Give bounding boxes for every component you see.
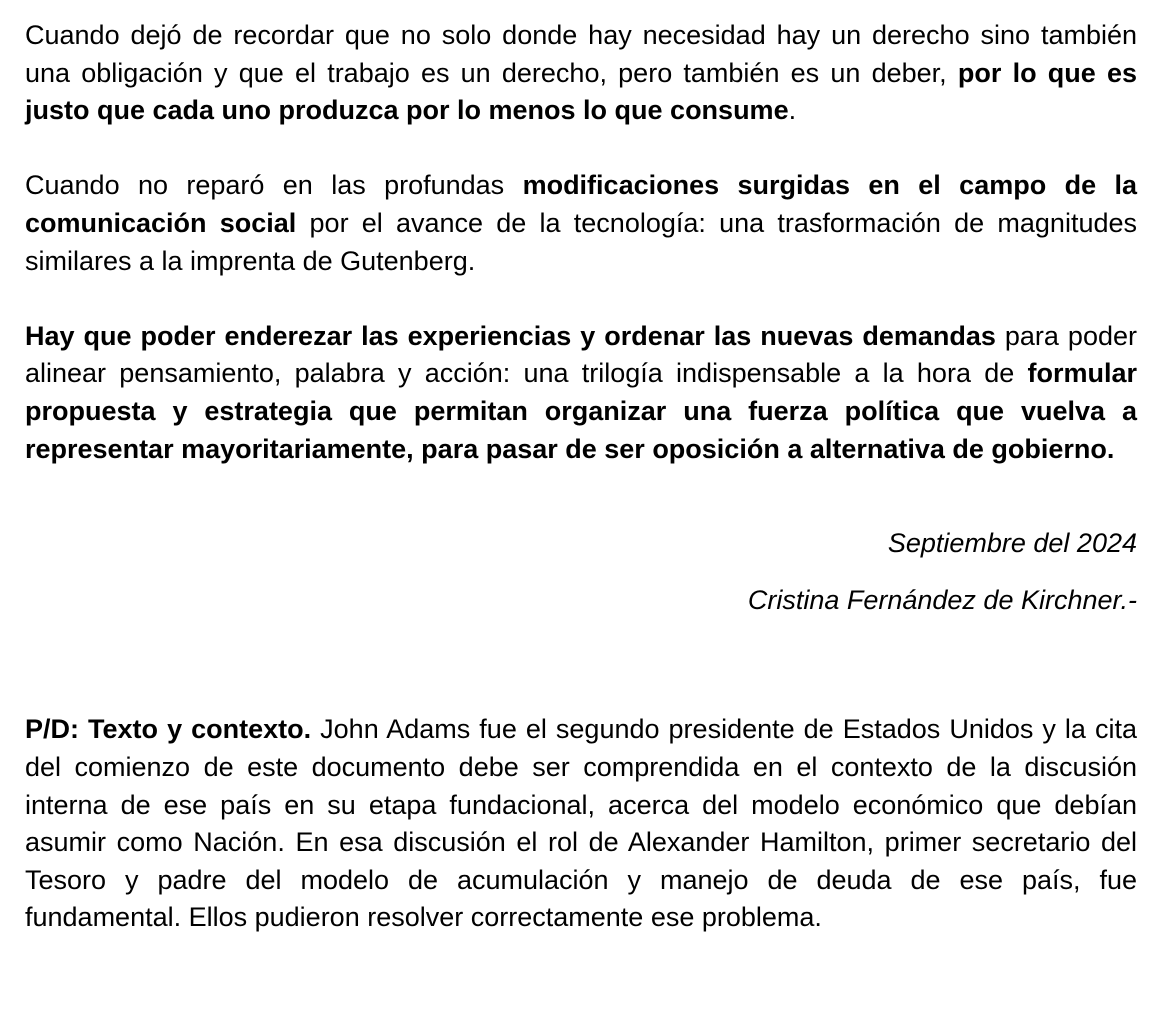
postscript-paragraph <box>25 711 1137 937</box>
paragraph-enderezar-experiencias <box>25 318 1137 468</box>
paragraph-bold-text: modificaciones surgidas en el campo de la comunicación social <box>25 170 1137 238</box>
paragraph-gap <box>25 280 1137 318</box>
paragraph-text: Cuando no reparó en las profundas <box>25 170 523 201</box>
postscript-body: John Adams fue el segundo presidente de Estados Unidos y la cita del comienzo de este documento debe ser comprendida en el contexto de la discusión interna de ese país en su etapa fundacional, acerca del modelo económico que debían asumir como Nación. En esa discusión el rol de Alexander Hamilton, primer secretario del Tesoro y padre del modelo de acumulación y manejo de deuda de ese país, fue fundamental. Ellos pudieron resolver correctamente ese problema. <box>25 714 1137 933</box>
paragraph-text: para poder alinear pensamiento, palabra y acción: una trilogía indispensable a la hora de <box>25 320 1137 389</box>
paragraph-bold-text: Hay que poder enderezar las experiencias y ordenar las nuevas demandas <box>25 320 996 351</box>
paragraph-text: por el avance de la tecnología: una trasformación de magnitudes similares a la imprenta de Gutenberg. <box>25 207 1137 276</box>
signature-author: Cristina Fernández de Kirchner.- <box>747 584 1137 615</box>
paragraph-text: Cuando dejó de recordar que no solo donde hay necesidad hay un derecho sino también una obligación y que el trabajo es un derecho, pero también es un deber, <box>25 20 1137 88</box>
paragraph-comunicacion-social <box>25 167 1137 280</box>
signature-block <box>25 525 1137 619</box>
postscript-heading: P/D: Texto y contexto. <box>25 714 312 745</box>
paragraph-bold-text: por lo que es justo que cada uno produzca por lo menos lo que consume <box>25 57 1137 126</box>
paragraph-bold-text: formular propuesta y estrategia que permitan organizar una fuerza política que vuelva a representar mayoritariamente, para pasar de ser oposición a alternativa de gobierno. <box>25 358 1137 464</box>
paragraph-text: . <box>788 95 797 126</box>
paragraph-necesidad-derecho <box>25 17 1137 130</box>
paragraph-gap <box>25 130 1137 168</box>
signature-date: Septiembre del 2024 <box>887 528 1137 559</box>
document-page <box>25 17 1137 937</box>
